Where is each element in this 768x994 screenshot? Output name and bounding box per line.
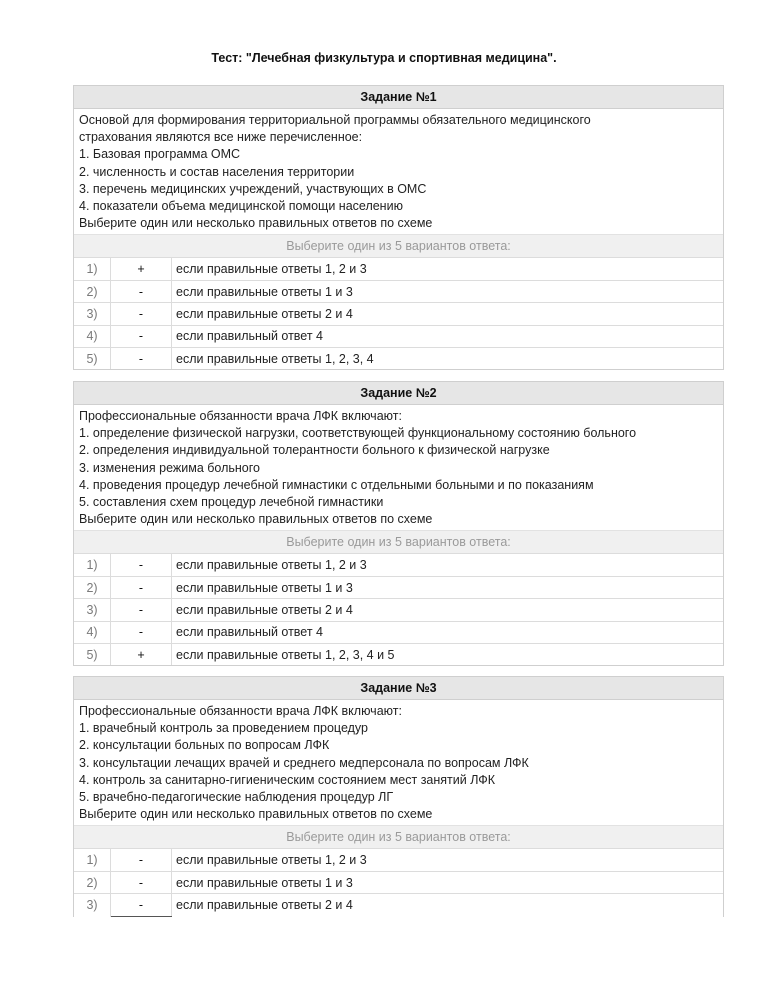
option-text: если правильные ответы 2 и 4: [172, 599, 724, 621]
options-table: [74, 554, 723, 665]
option-number: 4): [74, 325, 111, 347]
option-row[interactable]: [74, 258, 723, 280]
option-row[interactable]: [74, 554, 723, 576]
options-header: Выберите один из 5 вариантов ответа:: [74, 234, 723, 258]
option-row[interactable]: [74, 849, 723, 871]
question-line: 2. численность и состав населения территории: [79, 164, 355, 179]
option-number: 1): [74, 554, 111, 576]
option-text: если правильные ответы 1, 2, 3, 4 и 5: [176, 647, 395, 662]
option-mark: +: [111, 643, 172, 665]
option-number: 3): [74, 599, 111, 621]
option-mark: -: [111, 554, 172, 576]
option-text: если правильные ответы 2 и 4: [176, 898, 353, 913]
option-row[interactable]: [74, 347, 723, 369]
option-number: 3): [74, 894, 111, 916]
options-header: Выберите один из 5 вариантов ответа:: [74, 825, 723, 849]
option-text: если правильные ответы 1 и 3: [172, 576, 724, 598]
option-number: 2): [74, 280, 111, 302]
question-line: Выберите один или несколько правильных ответов по схеме: [79, 807, 433, 822]
option-mark: -: [111, 325, 172, 347]
question-line: Выберите один или несколько правильных ответов по схеме: [79, 512, 433, 527]
question-line: 1. определение физической нагрузки, соответствующей функциональному состоянию больного: [79, 426, 637, 441]
option-number: 4): [74, 621, 111, 643]
option-row[interactable]: [74, 621, 723, 643]
question-line: страхования являются все ниже перечисленное:: [79, 130, 363, 145]
option-mark: +: [111, 258, 172, 280]
question-line: 4. контроль за санитарно-гигиеническим состоянием мест занятий ЛФК: [79, 772, 496, 787]
option-number: 2): [74, 576, 111, 598]
option-number: 5): [74, 643, 111, 665]
option-number: 1): [74, 849, 111, 871]
task-header: Задание №1: [74, 86, 723, 109]
option-row[interactable]: [74, 894, 723, 916]
task-1: [73, 85, 724, 370]
question-line: Профессиональные обязанности врача ЛФК включают:: [79, 409, 402, 423]
question-line: 5. составления схем процедур лечебной гимнастики: [79, 495, 384, 510]
option-row[interactable]: [74, 576, 723, 598]
question-line: 1. Базовая программа ОМС: [79, 147, 241, 162]
option-text: если правильные ответы 1 и 3: [172, 871, 724, 893]
option-row[interactable]: [74, 325, 723, 347]
option-text: если правильные ответы 1 и 3: [172, 280, 724, 302]
option-mark: -: [111, 894, 172, 916]
option-mark: -: [111, 347, 172, 369]
options-table: [74, 849, 723, 916]
task-question: [74, 109, 723, 234]
task-3: [73, 676, 724, 917]
question-line: 3. перечень медицинских учреждений, участвующих в ОМС: [79, 181, 427, 196]
task-question: [74, 700, 723, 825]
option-number: 2): [74, 871, 111, 893]
question-line: 1. врачебный контроль за проведением процедур: [79, 721, 368, 736]
option-mark: -: [111, 621, 172, 643]
document-title: Тест: "Лечебная физкультура и спортивная медицина".: [211, 51, 557, 65]
question-line: 2. консультации больных по вопросам ЛФК: [79, 738, 330, 753]
question-line: Основой для формирования территориальной программы обязательного медицинского: [79, 113, 591, 127]
option-text: если правильные ответы 1, 2, 3, 4: [176, 351, 374, 366]
option-text: если правильные ответы 2 и 4: [172, 303, 724, 325]
question-line: 5. врачебно-педагогические наблюдения процедур ЛГ: [79, 790, 394, 805]
option-mark: -: [111, 871, 172, 893]
question-line: Выберите один или несколько правильных ответов по схеме: [79, 216, 433, 231]
option-mark: -: [111, 599, 172, 621]
option-number: 1): [74, 258, 111, 280]
option-row[interactable]: [74, 303, 723, 325]
option-row[interactable]: [74, 599, 723, 621]
option-text: если правильные ответы 1, 2 и 3: [172, 554, 724, 576]
option-mark: -: [111, 280, 172, 302]
question-line: 4. показатели объема медицинской помощи населению: [79, 199, 403, 214]
task-question: [74, 405, 723, 530]
task-2: [73, 381, 724, 666]
question-line: 2. определения индивидуальной толерантности больного к физической нагрузке: [79, 443, 550, 458]
question-line: 3. консультации лечащих врачей и среднего медперсонала по вопросам ЛФК: [79, 755, 529, 770]
options-header: Выберите один из 5 вариантов ответа:: [74, 530, 723, 554]
option-row[interactable]: [74, 871, 723, 893]
option-number: 5): [74, 347, 111, 369]
option-row[interactable]: [74, 280, 723, 302]
option-mark: -: [111, 849, 172, 871]
option-text: если правильный ответ 4: [172, 325, 724, 347]
option-text: если правильный ответ 4: [172, 621, 724, 643]
option-mark: -: [111, 576, 172, 598]
task-header: Задание №3: [74, 677, 723, 700]
question-line: Профессиональные обязанности врача ЛФК включают:: [79, 704, 402, 718]
options-table: [74, 258, 723, 369]
option-mark: -: [111, 303, 172, 325]
option-row[interactable]: [74, 643, 723, 665]
question-line: 3. изменения режима больного: [79, 460, 260, 475]
option-text: если правильные ответы 1, 2 и 3: [172, 849, 724, 871]
task-header: Задание №2: [74, 382, 723, 405]
question-line: 4. проведения процедур лечебной гимнастики с отдельными больными и по показаниям: [79, 477, 594, 492]
option-number: 3): [74, 303, 111, 325]
option-text: если правильные ответы 1, 2 и 3: [172, 258, 724, 280]
